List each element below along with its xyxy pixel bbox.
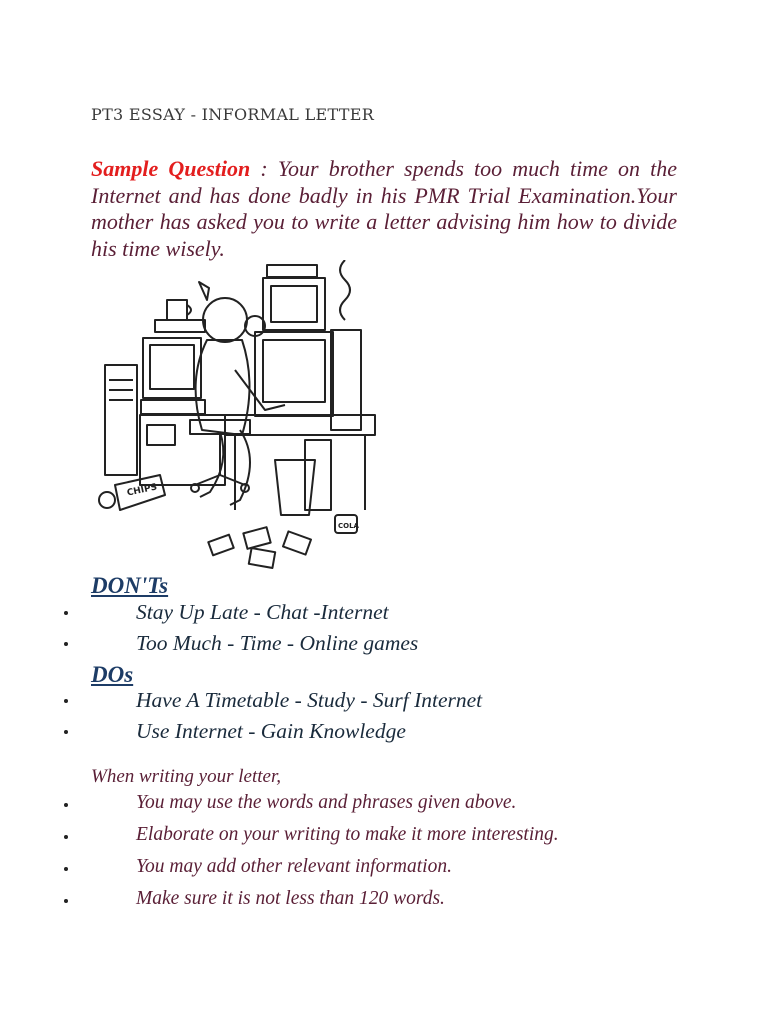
list-item: Make sure it is not less than 120 words. xyxy=(0,888,559,920)
bullet-icon xyxy=(64,642,68,646)
question-separator: : xyxy=(250,156,278,181)
donts-title: DON'Ts xyxy=(91,573,169,598)
sample-question xyxy=(91,156,677,262)
list-item: Use Internet - Gain Knowledge xyxy=(0,719,482,750)
bullet-icon xyxy=(64,699,68,703)
cartoon-illustration xyxy=(95,260,395,578)
donts-list xyxy=(0,600,418,662)
question-label: Sample Question xyxy=(91,156,251,181)
list-item: Stay Up Late - Chat -Internet xyxy=(0,600,418,631)
bullet-icon xyxy=(64,867,68,871)
list-item: You may use the words and phrases given above. xyxy=(0,792,559,824)
cola-label: COLA xyxy=(338,522,359,530)
person-head xyxy=(203,298,247,342)
bullet-icon xyxy=(64,835,68,839)
bullet-icon xyxy=(64,803,68,807)
wastebasket-icon xyxy=(275,460,315,515)
page-heading: PT3 ESSAY - INFORMAL LETTER xyxy=(91,105,375,124)
monitor-main xyxy=(255,332,333,416)
bullet-icon xyxy=(64,730,68,734)
list-item: You may add other relevant information. xyxy=(0,856,559,888)
instructions-list xyxy=(0,792,559,920)
bullet-icon xyxy=(64,611,68,615)
list-item: Too Much - Time - Online games xyxy=(0,631,418,662)
bullet-icon xyxy=(64,899,68,903)
question-text: Your brother spends too much time on the Internet and has done badly in his PMR Trial Examination.Your mother has asked you to write a letter advising him how to divide his time wisely. xyxy=(91,156,677,261)
dos-title: DOs xyxy=(91,662,134,687)
dos-list xyxy=(0,688,482,750)
mug-icon xyxy=(167,300,187,320)
computer-tower-left xyxy=(105,365,137,475)
chips-label: CHIPS xyxy=(126,482,159,499)
list-item: Elaborate on your writing to make it more interesting. xyxy=(0,824,559,856)
list-item: Have A Timetable - Study - Surf Internet xyxy=(0,688,482,719)
instructions-intro: When writing your letter, xyxy=(91,766,281,787)
